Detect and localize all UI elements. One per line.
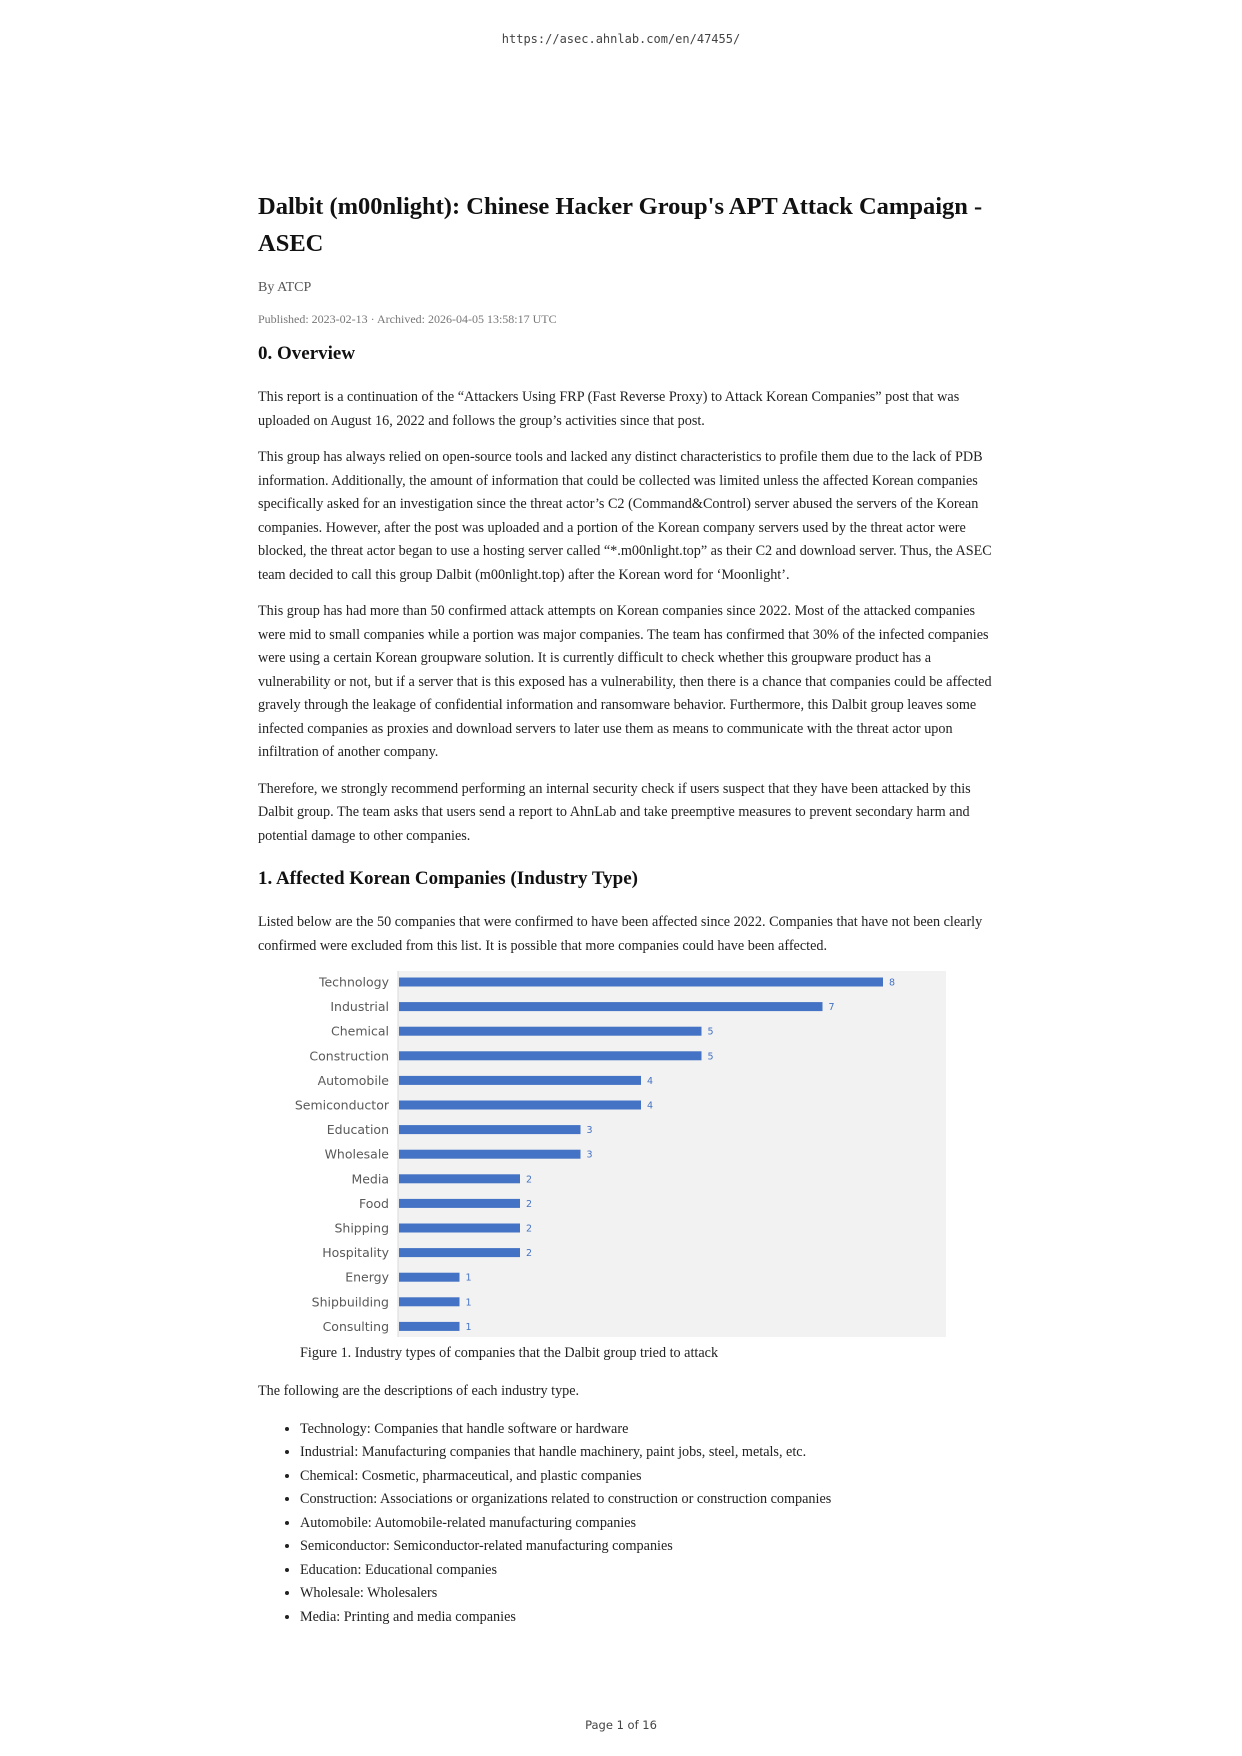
publish-meta: Published: 2023-02-13 · Archived: 2026-04-05 13:58:17 UTC [258, 312, 557, 326]
industry-description-list [258, 1418, 992, 1630]
paragraph: Therefore, we strongly recommend performing an internal security check if users suspect that they have been attacked by this Dalbit group. The team asks that users send a report to AhnLab and take preemptive measures to prevent secondary harm and potential damage to other companies. [258, 780, 971, 844]
list-item: • Industrial: Manufacturing companies that handle machinery, paint jobs, steel, metals, etc. [300, 1441, 992, 1465]
byline: By ATCP [258, 280, 312, 295]
chart-bar [399, 1051, 702, 1060]
chart-bar [399, 1076, 641, 1085]
section-heading-overview: 0. Overview [258, 343, 356, 364]
paragraph: This group has had more than 50 confirmed attack attempts on Korean companies since 2022. Most of the attacked companies were mid to small companies while a portion was major companies. The team has confirmed that 30% of the infected companies were using a certain Korean groupware solution. It is currently difficult to check whether this groupware product has a vulnerability or not, but if a server that is this exposed has a vulnerability, then there is a chance that companies could be affected gravely through the leakage of confidential information and ransomware behavior. Furthermore, this Dalbit group leaves some infected companies as proxies and download servers to later use them as means to communicate with the threat actor upon infiltration of another company. [258, 603, 992, 760]
chart-data-label: 3 [586, 1149, 593, 1161]
list-item: • Media: Printing and media companies [300, 1606, 992, 1630]
chart-data-label: 3 [586, 1125, 593, 1137]
chart-data-label: 8 [889, 977, 896, 989]
page-url: https://asec.ahnlab.com/en/47455/ [501, 32, 741, 46]
list-item: • Construction: Associations or organizations related to construction or construction companies [300, 1488, 992, 1512]
chart-data-label: 5 [707, 1051, 714, 1063]
paragraph: This report is a continuation of the “Attackers Using FRP (Fast Reverse Proxy) to Attack Korean Companies” post that was uploaded on August 16, 2022 and follows the group’s activities since that post. [258, 389, 960, 429]
paragraph: This group has always relied on open-source tools and lacked any distinct characteristics to profile them due to the lack of PDB information. Additionally, the amount of information that could be collected was limited unless the affected Korean companies specifically asked for an investigation since the threat actor’s C2 (Command&Control) server abused the servers of the Korean companies. However, after the post was uploaded and a portion of the Korean company servers used by the threat actor were blocked, the threat actor began to use a hosting server called “*.m00nlight.top” as their C2 and download server. Thus, the ASEC team decided to call this group Dalbit (m00nlight.top) after the Korean word for ‘Moonlight’. [258, 449, 992, 583]
paragraph: Listed below are the 50 companies that were confirmed to have been affected since 2022. Companies that have not been clearly confirmed were excluded from this list. It is possible that more companies could have been affected. [258, 914, 983, 954]
section-heading-affected: 1. Affected Korean Companies (Industry Type) [258, 868, 638, 889]
figure-caption: Figure 1. Industry types of companies that the Dalbit group tried to attack [300, 1345, 719, 1361]
chart-bar [399, 1297, 460, 1306]
chart-data-label: 4 [647, 1100, 654, 1112]
chart-category-label: Automobile [317, 1072, 389, 1088]
article [258, 188, 992, 1629]
list-item: • Education: Educational companies [300, 1559, 992, 1583]
chart-svg [258, 971, 948, 1337]
paragraph: The following are the descriptions of each industry type. [258, 1383, 580, 1399]
chart-data-label: 1 [465, 1272, 472, 1284]
list-item: • Wholesale: Wholesalers [300, 1582, 992, 1606]
chart-category-label: Media [351, 1171, 389, 1187]
chart-data-label: 1 [465, 1321, 472, 1333]
chart-category-label: Consulting [322, 1318, 389, 1334]
chart-bar [399, 1027, 702, 1036]
chart-bar [399, 1248, 520, 1257]
list-item: • Technology: Companies that handle software or hardware [300, 1418, 992, 1442]
chart-category-label: Chemical [331, 1023, 389, 1039]
chart-bar [399, 1002, 823, 1011]
chart-category-label: Technology [318, 974, 389, 990]
list-item: • Chemical: Cosmetic, pharmaceutical, and plastic companies [300, 1465, 992, 1489]
chart-data-label: 2 [526, 1198, 533, 1210]
chart-category-label: Energy [345, 1269, 389, 1285]
industry-bar-chart [258, 971, 992, 1337]
chart-data-label: 7 [828, 1002, 835, 1014]
chart-category-label: Food [359, 1195, 389, 1211]
chart-bar [399, 1224, 520, 1233]
chart-data-label: 2 [526, 1248, 533, 1260]
page-number: Page 1 of 16 [585, 1718, 657, 1732]
chart-category-label: Semiconductor [294, 1097, 389, 1113]
chart-category-label: Industrial [330, 999, 389, 1015]
chart-data-label: 4 [647, 1075, 654, 1087]
chart-category-label: Hospitality [322, 1245, 389, 1261]
chart-data-label: 2 [526, 1174, 533, 1186]
chart-category-label: Construction [309, 1048, 389, 1064]
chart-bar [399, 1322, 460, 1331]
chart-bar [399, 1150, 581, 1159]
chart-bar [399, 1199, 520, 1208]
chart-data-label: 1 [465, 1297, 472, 1309]
chart-category-label: Education [326, 1122, 389, 1138]
chart-bar [399, 1101, 641, 1110]
chart-category-label: Shipbuilding [311, 1294, 389, 1310]
chart-bar [399, 1125, 581, 1134]
chart-bar [399, 978, 883, 987]
chart-data-label: 2 [526, 1223, 533, 1235]
list-item: • Semiconductor: Semiconductor-related manufacturing companies [300, 1535, 992, 1559]
chart-data-label: 5 [707, 1026, 714, 1038]
chart-bar [399, 1273, 460, 1282]
list-item: • Automobile: Automobile-related manufacturing companies [300, 1512, 992, 1536]
chart-category-label: Wholesale [324, 1146, 389, 1162]
chart-bar [399, 1174, 520, 1183]
article-title: Dalbit (m00nlight): Chinese Hacker Group's APT Attack Campaign - ASEC [258, 193, 983, 257]
chart-category-label: Shipping [334, 1220, 389, 1236]
